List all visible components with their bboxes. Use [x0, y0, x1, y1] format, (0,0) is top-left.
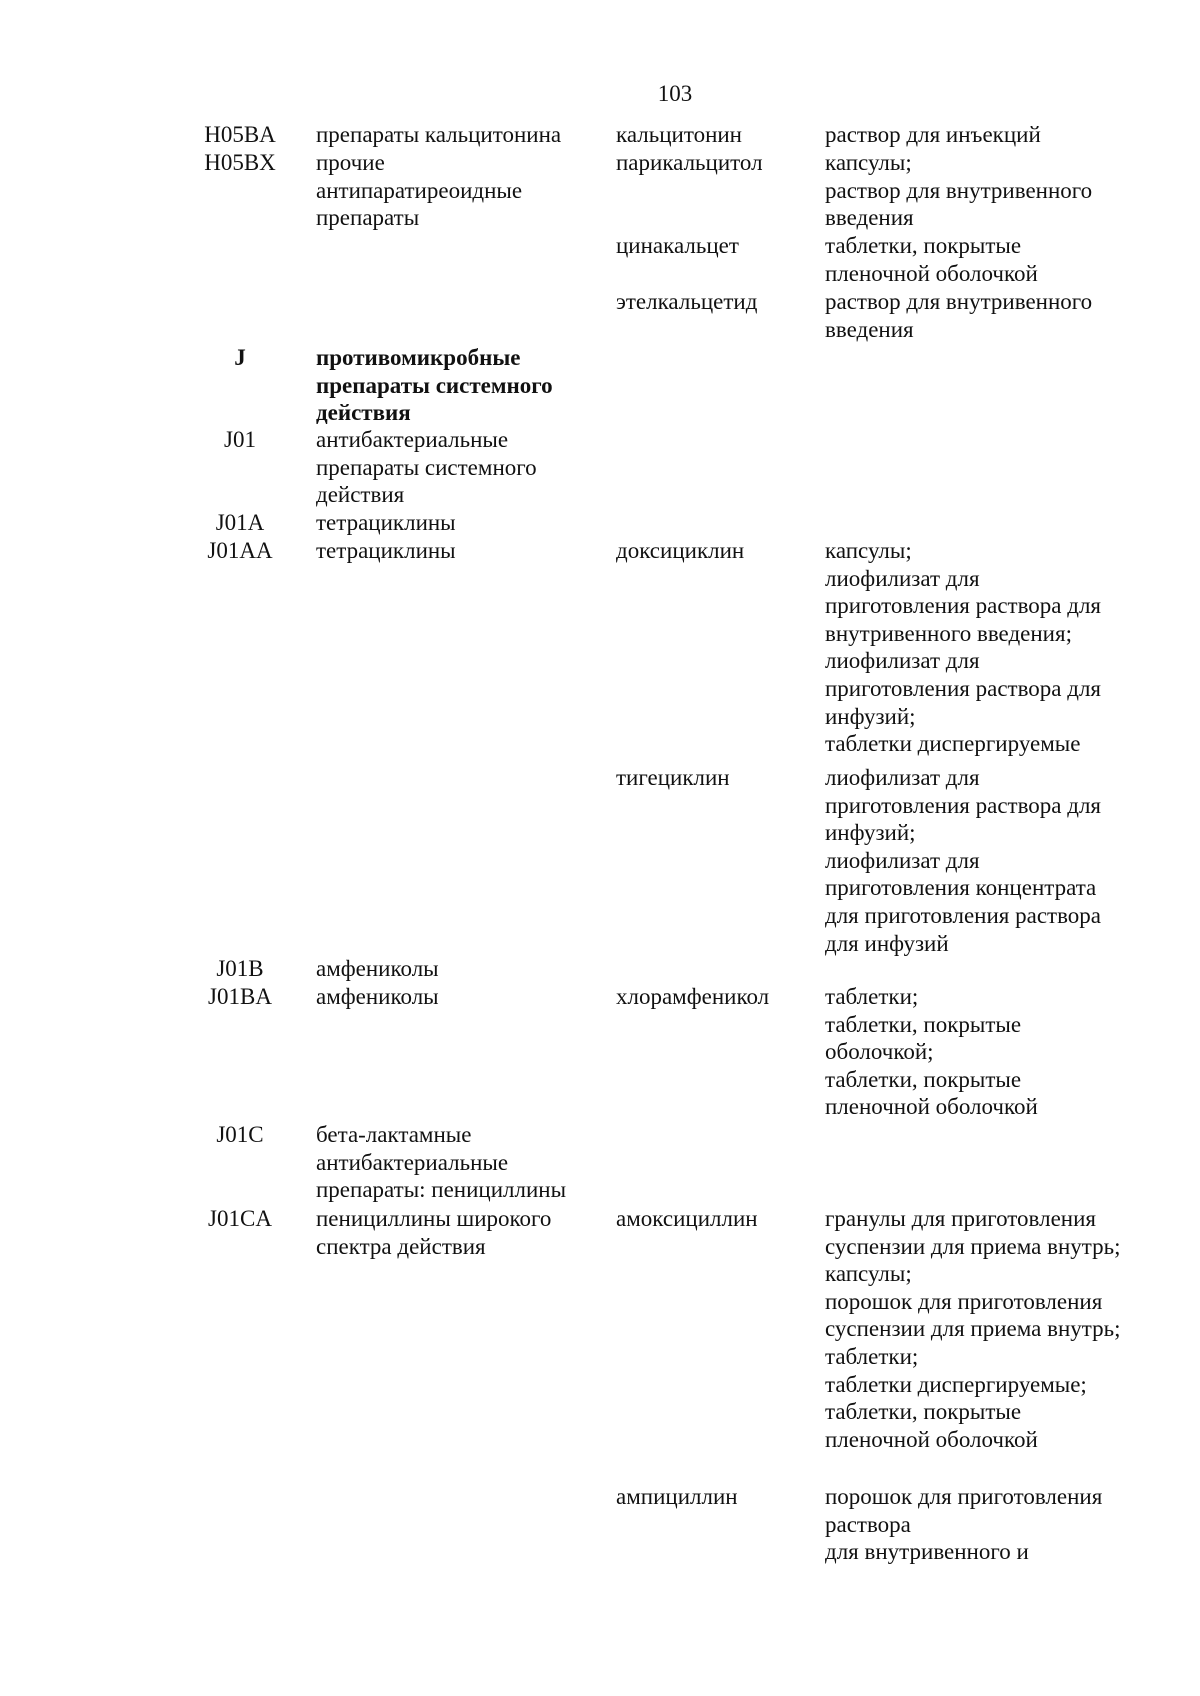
atc-code: J01 [224, 427, 256, 452]
drug-name: этелкальцетид [616, 289, 758, 314]
dosage-form: лиофилизат для приготовления раствора для инфузий; лиофилизат для приготовления концентрата для приготовления раствора для инфузий [825, 765, 1101, 956]
atc-code: H05BA [204, 122, 276, 147]
anatomical-group: тетрациклины [316, 538, 456, 563]
anatomical-group: амфениколы [316, 956, 439, 981]
dosage-form: таблетки, покрытые пленочной оболочкой [825, 233, 1038, 286]
drug-name: хлорамфеникол [616, 984, 770, 1009]
dosage-form: раствор для внутривенного введения [825, 289, 1093, 342]
dosage-form: капсулы; раствор для внутривенного введения [825, 150, 1093, 231]
anatomical-group: пенициллины широкого спектра действия [316, 1206, 552, 1259]
drug-name: амоксициллин [616, 1206, 758, 1231]
atc-code: J01CA [208, 1206, 272, 1231]
dosage-form: порошок для приготовления раствора для внутривенного и [825, 1484, 1103, 1565]
drug-name: парикальцитол [616, 150, 763, 175]
drug-name: доксициклин [616, 538, 745, 563]
drug-name: ампициллин [616, 1484, 738, 1509]
dosage-form: гранулы для приготовления суспензии для приема внутрь; капсулы; порошок для приготовления суспензии для приема внутрь; таблетки; таблетки диспергируемые; таблетки, покрытые пленочной оболочкой [825, 1206, 1121, 1452]
anatomical-group: антибактериальные препараты системного действия [316, 427, 537, 508]
atc-code: J01AA [207, 538, 273, 563]
anatomical-group: препараты кальцитонина [316, 122, 562, 147]
atc-code: J [234, 345, 246, 370]
anatomical-group: противомикробные препараты системного действия [316, 345, 553, 426]
dosage-form: капсулы; лиофилизат для приготовления раствора для внутривенного введения; лиофилизат для приготовления раствора для инфузий; таблетки диспергируемые [825, 538, 1101, 757]
page-number: 103 [657, 81, 693, 106]
anatomical-group: бета-лактамные антибактериальные препараты: пенициллины [316, 1122, 567, 1203]
atc-code: H05BX [204, 150, 276, 175]
atc-code: J01B [216, 956, 264, 981]
anatomical-group: прочие антипаратиреоидные препараты [316, 150, 523, 231]
atc-code: J01C [216, 1122, 264, 1147]
drug-name: цинакальцет [616, 233, 739, 258]
dosage-form: раствор для инъекций [825, 122, 1041, 147]
drug-name: кальцитонин [616, 122, 742, 147]
dosage-form: таблетки; таблетки, покрытые оболочкой; таблетки, покрытые пленочной оболочкой [825, 984, 1038, 1120]
atc-code: J01A [215, 510, 265, 535]
anatomical-group: амфениколы [316, 984, 439, 1009]
atc-code: J01BA [208, 984, 272, 1009]
drug-name: тигециклин [616, 765, 730, 790]
anatomical-group: тетрациклины [316, 510, 456, 535]
